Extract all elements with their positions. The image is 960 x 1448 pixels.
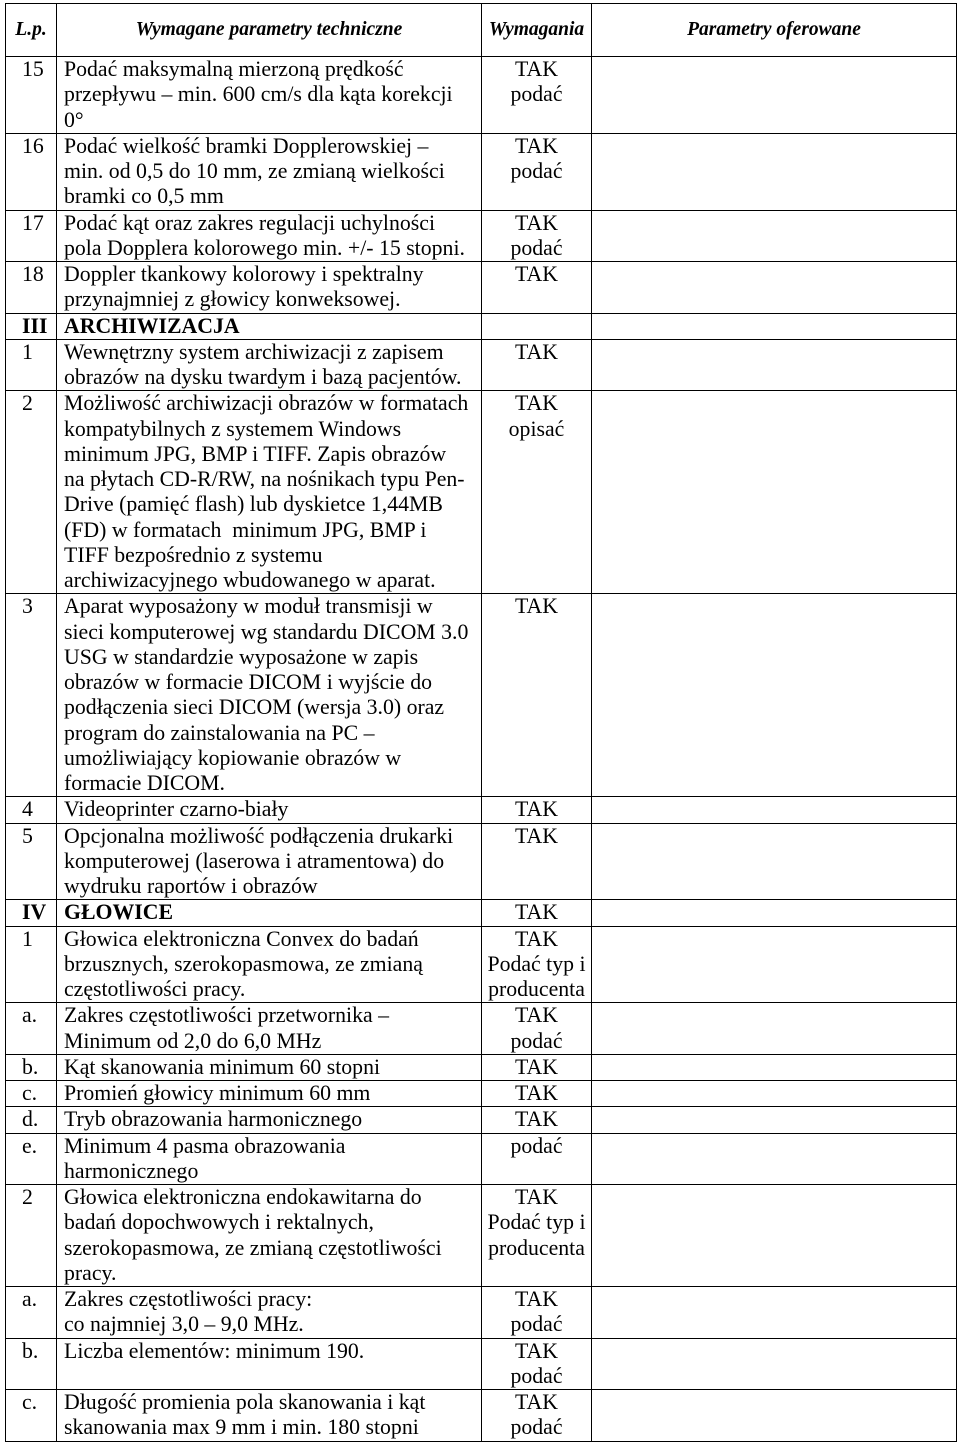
- section-heading: ARCHIWIZACJA: [64, 313, 240, 338]
- row-number: 4: [22, 797, 33, 822]
- parameter-line: Videoprinter czarno-biały: [64, 797, 289, 822]
- parameter-line: pracy.: [64, 1260, 117, 1285]
- parameter-line: bramki co 0,5 mm: [64, 184, 224, 209]
- parameter-line: obrazów w formacie DICOM i wyjście do: [64, 670, 433, 694]
- requirement-cell: [482, 1055, 592, 1080]
- parameter-line: wydruku raportów i obrazów: [64, 874, 318, 898]
- offered-cell: [592, 824, 957, 900]
- row-number: a.: [22, 1003, 38, 1028]
- parameter-line: Opcjonalna możliwość podłączenia drukarki: [64, 823, 454, 848]
- parameter-line: 0°: [64, 107, 84, 132]
- requirement-cell: [482, 1003, 592, 1054]
- lp-cell: [6, 1003, 57, 1054]
- requirement-line: Podać typ i: [487, 1210, 586, 1235]
- parameter-cell: [57, 594, 482, 796]
- table-row: [6, 1339, 957, 1391]
- parameter-line: sieci komputerowej wg standardu DICOM 3.0: [64, 619, 469, 644]
- parameter-cell: [57, 797, 482, 822]
- offered-cell: [592, 391, 957, 593]
- requirement-cell: [482, 824, 592, 900]
- parameter-cell: [57, 1185, 482, 1286]
- requirement-cell: [482, 134, 592, 210]
- parameter-cell: [57, 927, 482, 1003]
- parameter-line: Głowica elektroniczna endokawitarna do: [64, 1185, 422, 1209]
- lp-cell: [6, 314, 57, 339]
- lp-cell: [6, 1390, 57, 1441]
- offered-cell: [592, 314, 957, 339]
- offered-cell: [592, 1339, 957, 1390]
- requirement-line: TAK: [514, 1081, 559, 1105]
- offered-cell: [592, 1287, 957, 1338]
- requirement-cell: [482, 1390, 592, 1441]
- spec-table: [5, 3, 957, 1442]
- lp-cell: [6, 1055, 57, 1080]
- lp-cell: [6, 391, 57, 593]
- section-heading: GŁOWICE: [64, 900, 174, 925]
- requirement-line: podać: [510, 1133, 563, 1158]
- requirement-cell: [482, 900, 592, 925]
- lp-cell: [6, 1107, 57, 1132]
- parameter-cell: [57, 314, 482, 339]
- offered-cell: [592, 1003, 957, 1054]
- parameter-cell: [57, 262, 482, 313]
- lp-cell: [6, 927, 57, 1003]
- parameter-line: umożliwiający kopiowanie obrazów w: [64, 745, 402, 770]
- parameter-line: częstotliwości pracy.: [64, 977, 246, 1001]
- table-row: [6, 927, 957, 1004]
- lp-cell: [6, 797, 57, 822]
- section-row: [6, 900, 957, 926]
- parameter-line: program do zainstalowania na PC –: [64, 720, 375, 745]
- parameter-cell: [57, 1390, 482, 1441]
- parameter-line: Kąt skanowania minimum 60 stopni: [64, 1054, 381, 1079]
- parameter-line: formacie DICOM.: [64, 771, 226, 795]
- requirement-line: podać: [510, 159, 563, 183]
- table-row: [6, 1185, 957, 1287]
- parameter-cell: [57, 1339, 482, 1390]
- table-row: [6, 594, 957, 797]
- row-number: 3: [22, 594, 33, 619]
- requirement-line: TAK: [514, 1054, 559, 1079]
- lp-cell: [6, 134, 57, 210]
- parameter-cell: [57, 1134, 482, 1185]
- table-row: [6, 1134, 957, 1186]
- offered-cell: [592, 1390, 957, 1441]
- requirement-cell: [482, 262, 592, 313]
- table-body: [6, 57, 957, 1442]
- parameter-line: Tryb obrazowania harmonicznego: [64, 1107, 363, 1132]
- table-row: [6, 1055, 957, 1081]
- table-row: [6, 211, 957, 263]
- parameter-cell: [57, 1003, 482, 1054]
- requirement-line: podać: [510, 235, 563, 260]
- lp-cell: [6, 1134, 57, 1185]
- offered-cell: [592, 900, 957, 925]
- offered-cell: [592, 134, 957, 210]
- row-number: 1: [22, 339, 33, 364]
- requirement-line: TAK: [514, 1390, 559, 1414]
- row-number: 17: [22, 210, 44, 235]
- parameter-line: obrazów na dysku twardym i bazą pacjentów.: [64, 365, 462, 389]
- parameter-line: Możliwość archiwizacji obrazów w formatach: [64, 391, 469, 416]
- row-number: 2: [22, 1185, 33, 1209]
- offered-cell: [592, 57, 957, 133]
- table-row: [6, 134, 957, 211]
- requirement-line: TAK: [514, 1003, 559, 1028]
- requirement-line: podać: [510, 1363, 563, 1388]
- row-number: 5: [22, 823, 33, 848]
- parameter-line: Doppler tkankowy kolorowy i spektralny: [64, 262, 424, 286]
- parameter-cell: [57, 824, 482, 900]
- parameter-line: Podać wielkość bramki Dopplerowskiej –: [64, 133, 429, 158]
- section-row: [6, 314, 957, 340]
- parameter-line: Promień głowicy minimum 60 mm: [64, 1081, 371, 1105]
- row-number: a.: [22, 1287, 38, 1311]
- requirement-line: TAK: [514, 210, 559, 235]
- row-number: c.: [22, 1081, 38, 1105]
- parameter-cell: [57, 340, 482, 391]
- table-row: [6, 1107, 957, 1133]
- parameter-line: co najmniej 3,0 – 9,0 MHz.: [64, 1312, 304, 1337]
- offered-cell: [592, 927, 957, 1003]
- parameter-line: podłączenia sieci DICOM (wersja 3.0) oraz: [64, 695, 445, 720]
- lp-cell: [6, 211, 57, 262]
- requirement-line: TAK: [514, 391, 559, 416]
- row-number: b.: [22, 1054, 39, 1079]
- requirement-line: TAK: [514, 1338, 559, 1363]
- parameter-line: Zakres częstotliwości pracy:: [64, 1287, 313, 1311]
- requirement-line: TAK: [514, 900, 559, 925]
- requirement-line: TAK: [514, 262, 559, 286]
- parameter-line: Podać maksymalną mierzoną prędkość: [64, 57, 404, 81]
- header-params-label: Wymagane parametry techniczne: [135, 19, 403, 40]
- lp-cell: [6, 1185, 57, 1286]
- requirement-line: TAK: [514, 1107, 559, 1132]
- parameter-line: przepływu – min. 600 cm/s dla kąta korekcji: [64, 82, 453, 107]
- parameter-line: pola Dopplera kolorowego min. +/- 15 stopni.: [64, 235, 465, 260]
- requirement-cell: [482, 391, 592, 593]
- row-number: b.: [22, 1338, 39, 1363]
- parameter-cell: [57, 1287, 482, 1338]
- offered-cell: [592, 1055, 957, 1080]
- header-lp-cell: [6, 4, 57, 56]
- lp-cell: [6, 262, 57, 313]
- parameter-line: badań dopochwowych i rektalnych,: [64, 1210, 374, 1235]
- parameter-line: przynajmniej z głowicy konweksowej.: [64, 287, 401, 312]
- table-row: [6, 1287, 957, 1339]
- row-number: III: [22, 313, 48, 338]
- header-params-cell: [57, 4, 482, 56]
- parameter-cell: [57, 391, 482, 593]
- header-requirements-cell: [482, 4, 592, 56]
- requirement-cell: [482, 1107, 592, 1132]
- parameter-cell: [57, 57, 482, 133]
- parameter-line: komputerowej (laserowa i atramentowa) do: [64, 848, 445, 873]
- header-offered-cell: [592, 4, 957, 56]
- parameter-line: minimum JPG, BMP i TIFF. Zapis obrazów: [64, 441, 447, 466]
- row-number: e.: [22, 1133, 38, 1158]
- offered-cell: [592, 211, 957, 262]
- requirement-line: TAK: [514, 823, 559, 848]
- table-row: [6, 262, 957, 314]
- table-row: [6, 797, 957, 823]
- table-row: [6, 824, 957, 901]
- parameter-line: Minimum od 2,0 do 6,0 MHz: [64, 1028, 322, 1053]
- requirement-line: podać: [510, 1415, 563, 1440]
- requirement-cell: [482, 1134, 592, 1185]
- requirement-line: TAK: [514, 57, 559, 81]
- requirement-line: TAK: [514, 926, 559, 951]
- requirement-line: TAK: [514, 1287, 559, 1311]
- lp-cell: [6, 1287, 57, 1338]
- parameter-line: Długość promienia pola skanowania i kąt: [64, 1390, 426, 1414]
- requirement-cell: [482, 1287, 592, 1338]
- parameter-line: Aparat wyposażony w moduł transmisji w: [64, 594, 433, 619]
- row-number: 18: [22, 262, 44, 286]
- lp-cell: [6, 340, 57, 391]
- requirement-line: Podać typ i: [487, 951, 586, 976]
- lp-cell: [6, 824, 57, 900]
- requirement-cell: [482, 211, 592, 262]
- lp-cell: [6, 57, 57, 133]
- offered-cell: [592, 1081, 957, 1106]
- parameter-cell: [57, 1081, 482, 1106]
- parameter-line: harmonicznego: [64, 1158, 199, 1183]
- requirement-line: opisać: [508, 416, 565, 441]
- parameter-line: Drive (pamięć flash) lub dyskietce 1,44MB: [64, 492, 443, 517]
- table-row: [6, 1003, 957, 1055]
- requirement-line: producenta: [488, 1235, 585, 1260]
- requirement-line: TAK: [514, 1185, 559, 1209]
- parameter-line: archiwizacyjnego wbudowanego w aparat.: [64, 568, 436, 592]
- row-number: 1: [22, 926, 33, 951]
- lp-cell: [6, 1339, 57, 1390]
- offered-cell: [592, 1185, 957, 1286]
- requirement-line: TAK: [514, 594, 559, 619]
- parameter-line: kompatybilnych z systemem Windows: [64, 416, 402, 441]
- parameter-line: szerokopasmowa, ze zmianą częstotliwości: [64, 1235, 442, 1260]
- requirement-line: TAK: [514, 339, 559, 364]
- header-offered-label: Parametry oferowane: [687, 19, 861, 40]
- requirement-cell: [482, 1185, 592, 1286]
- offered-cell: [592, 797, 957, 822]
- requirement-cell: [482, 927, 592, 1003]
- parameter-cell: [57, 1107, 482, 1132]
- parameter-line: Wewnętrzny system archiwizacji z zapisem: [64, 339, 444, 364]
- parameter-line: skanowania max 9 mm i min. 180 stopni: [64, 1415, 419, 1440]
- table-row: [6, 1081, 957, 1107]
- parameter-line: na płytach CD-R/RW, na nośnikach typu Pen-: [64, 467, 465, 491]
- requirement-line: podać: [510, 1312, 563, 1337]
- row-number: 2: [22, 391, 33, 416]
- parameter-line: Głowica elektroniczna Convex do badań: [64, 926, 419, 951]
- row-number: 15: [22, 57, 44, 81]
- offered-cell: [592, 340, 957, 391]
- requirement-cell: [482, 57, 592, 133]
- table-row: [6, 340, 957, 392]
- offered-cell: [592, 594, 957, 796]
- requirement-cell: [482, 314, 592, 339]
- parameter-line: TIFF bezpośrednio z systemu: [64, 542, 323, 567]
- header-lp-label: L.p.: [15, 19, 47, 40]
- lp-cell: [6, 1081, 57, 1106]
- offered-cell: [592, 1107, 957, 1132]
- offered-cell: [592, 262, 957, 313]
- requirement-cell: [482, 1339, 592, 1390]
- requirement-cell: [482, 594, 592, 796]
- parameter-line: min. od 0,5 do 10 mm, ze zmianą wielkości: [64, 159, 445, 183]
- parameter-cell: [57, 211, 482, 262]
- parameter-line: brzusznych, szerokopasmowa, ze zmianą: [64, 951, 423, 976]
- parameter-line: (FD) w formatach minimum JPG, BMP i: [64, 517, 427, 542]
- table-row: [6, 1390, 957, 1442]
- table-row: [6, 391, 957, 594]
- row-number: IV: [22, 900, 47, 925]
- row-number: c.: [22, 1390, 38, 1414]
- row-number: d.: [22, 1107, 39, 1132]
- parameter-cell: [57, 1055, 482, 1080]
- parameter-line: Minimum 4 pasma obrazowania: [64, 1133, 346, 1158]
- parameter-line: Zakres częstotliwości przetwornika –: [64, 1003, 390, 1028]
- requirement-line: TAK: [514, 133, 559, 158]
- requirement-line: podać: [510, 1028, 563, 1053]
- lp-cell: [6, 900, 57, 925]
- requirement-cell: [482, 340, 592, 391]
- offered-cell: [592, 1134, 957, 1185]
- lp-cell: [6, 594, 57, 796]
- requirement-line: producenta: [488, 977, 585, 1001]
- parameter-line: USG w standardzie wyposażone w zapis: [64, 644, 419, 669]
- row-number: 16: [22, 133, 44, 158]
- parameter-cell: [57, 900, 482, 925]
- header-requirements-label: Wymagania: [488, 19, 585, 40]
- parameter-line: Liczba elementów: minimum 190.: [64, 1338, 365, 1363]
- table-header-row: [6, 4, 957, 57]
- parameter-cell: [57, 134, 482, 210]
- table-row: [6, 57, 957, 134]
- requirement-line: TAK: [514, 797, 559, 822]
- requirement-line: podać: [510, 82, 563, 107]
- requirement-cell: [482, 1081, 592, 1106]
- requirement-cell: [482, 797, 592, 822]
- parameter-line: Podać kąt oraz zakres regulacji uchylności: [64, 210, 435, 235]
